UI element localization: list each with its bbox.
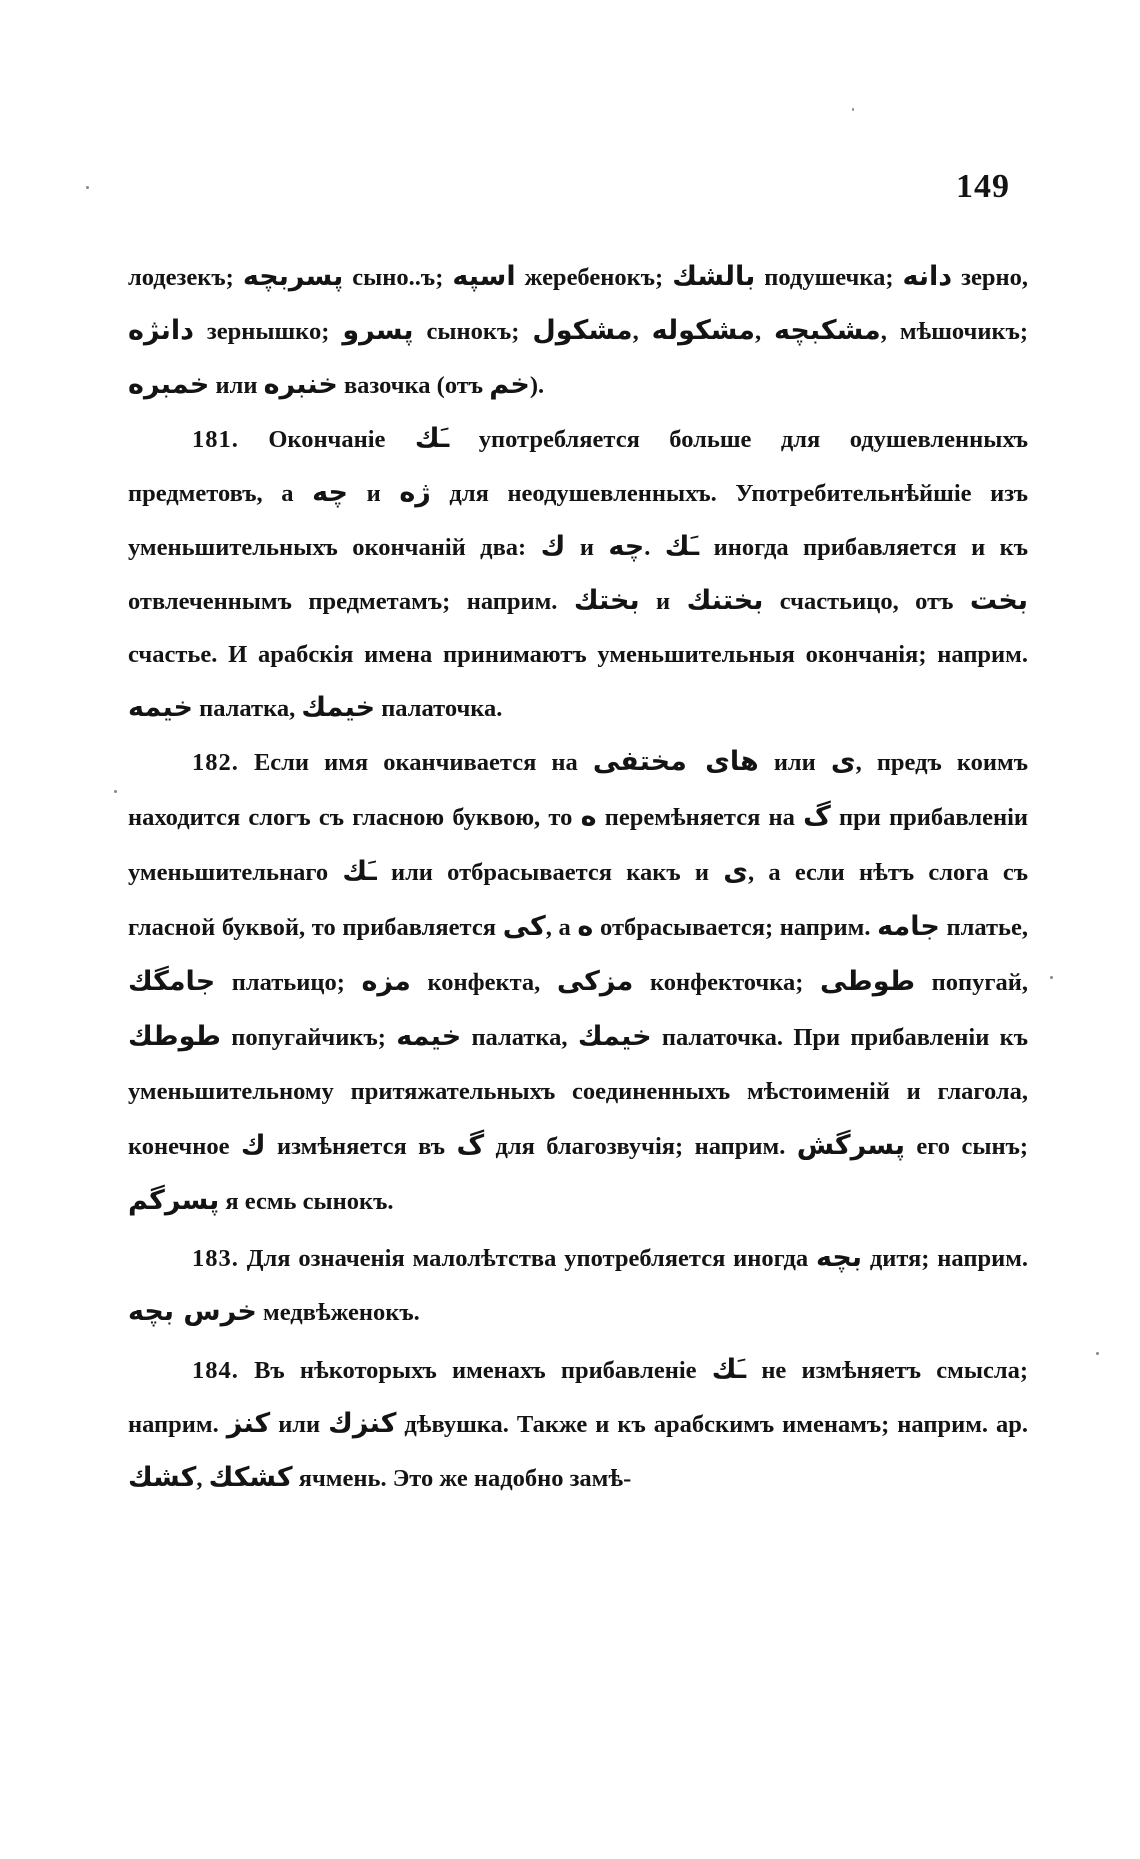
text-run: зернышко; <box>193 318 343 345</box>
arabic-word: هاى مختفى <box>592 746 759 777</box>
text-run: или <box>209 372 264 399</box>
section-183 <box>128 1231 1028 1339</box>
section-number: 181. <box>192 426 239 453</box>
scan-speck <box>86 186 89 189</box>
text-run: зерно, <box>952 264 1029 291</box>
text-run: иногда прибавляется и къ отвлеченнымъ предметамъ; наприм. <box>128 534 1029 615</box>
arabic-word: مشكوله <box>651 315 755 346</box>
arabic-word: گ <box>803 801 831 832</box>
arabic-word: چه <box>312 477 348 508</box>
continuation-paragraph <box>128 250 1028 412</box>
arabic-word: كشكك <box>208 1462 293 1493</box>
arabic-word: ى <box>830 746 856 777</box>
text-run: счастье. И арабскія имена принимаютъ уменьшительныя окончанія; наприм. <box>128 641 1028 668</box>
arabic-word: اسپه <box>452 261 516 292</box>
arabic-word: بخت <box>969 585 1028 616</box>
arabic-word: كنز <box>226 1408 271 1439</box>
text-run: , а <box>545 914 578 941</box>
arabic-word: كنزك <box>328 1408 397 1439</box>
text-run: , <box>880 318 900 345</box>
text-run: платьицо; <box>215 969 362 996</box>
text-run: Въ нѣкоторыхъ именахъ прибавленіе <box>238 1357 712 1384</box>
text-run: палаточка. <box>375 695 503 722</box>
arabic-word: ك <box>540 531 566 562</box>
arabic-word: خنبره <box>263 369 338 400</box>
text-run: платье, <box>939 914 1028 941</box>
text-run: и <box>347 480 400 507</box>
arabic-word: ك <box>240 1130 266 1161</box>
text-run: . <box>644 534 665 561</box>
arabic-word: جامگك <box>128 966 216 997</box>
arabic-word: بچه <box>816 1242 862 1273</box>
text-run: , <box>632 318 652 345</box>
arabic-word: ه <box>580 801 597 832</box>
section-number: 184. <box>192 1357 239 1384</box>
text-run: отбрасывается; наприм. <box>593 914 878 941</box>
arabic-word: چه <box>608 531 645 562</box>
arabic-word: خمبره <box>128 369 210 400</box>
arabic-word: ژه <box>399 477 431 508</box>
text-run: конфекта, <box>410 969 557 996</box>
text-run: жеребенокъ; <box>515 264 673 291</box>
text-run: при прибавленіи уменьшительнаго <box>128 804 1028 886</box>
text-run: попугай, <box>915 969 1028 996</box>
arabic-word: ى <box>723 856 749 887</box>
text-run: для благозвучія; наприм. <box>484 1133 797 1160</box>
text-run: или отбрасывается какъ и <box>376 859 724 886</box>
scan-speck <box>1096 1352 1099 1355</box>
arabic-word: خيمك <box>301 692 376 723</box>
text-run: сыно..ъ; <box>343 264 453 291</box>
arabic-word: دانه <box>902 261 953 292</box>
arabic-word: خم <box>489 369 530 400</box>
text-run: палатка, <box>461 1024 578 1051</box>
arabic-word: ه <box>577 911 594 942</box>
text-run: его сынъ; <box>905 1133 1029 1160</box>
text-run: Окончаніе <box>238 426 415 453</box>
arabic-word: كى <box>502 911 546 942</box>
text-run: или <box>758 749 831 776</box>
text-run: сынокъ; <box>413 318 533 345</box>
text-run: медвѣженокъ. <box>256 1299 420 1326</box>
text-run: и <box>639 588 687 615</box>
arabic-word: پسربچه <box>242 261 344 292</box>
arabic-word: ـَك <box>664 531 700 562</box>
text-run: измѣняется въ <box>265 1133 457 1160</box>
text-run: дитя; наприм. <box>862 1245 1029 1272</box>
scan-speck <box>1050 976 1053 979</box>
text-run: Если имя оканчивается на <box>238 749 593 776</box>
arabic-word: مزكى <box>556 966 634 997</box>
text-run: дѣвушка. Также и къ арабскимъ именамъ; наприм. ар. <box>396 1411 1028 1438</box>
arabic-word: طوطك <box>128 1021 221 1052</box>
text-run: для неодушевленныхъ. Употребительнѣйшіе изъ уменьшительныхъ окончаній два: <box>128 480 1028 561</box>
text-run: , а если нѣтъ слога съ гласной буквой, то прибавляется <box>128 859 1029 941</box>
text-run: мѣшочикъ; <box>899 318 1029 345</box>
text-run: и <box>565 534 609 561</box>
arabic-word: كشك <box>128 1462 197 1493</box>
arabic-word: مشكبچه <box>774 315 881 346</box>
arabic-word: ـَك <box>711 1354 747 1385</box>
arabic-word: بختك <box>573 585 640 616</box>
arabic-word: بالشك <box>672 261 756 292</box>
text-run: не измѣняетъ смысла; наприм. <box>128 1357 1029 1438</box>
text-run: или <box>270 1411 329 1438</box>
arabic-word: ـَك <box>342 856 377 887</box>
text-run: палатка, <box>192 695 302 722</box>
text-run: ячмень. Это же надобно замѣ- <box>292 1465 632 1492</box>
arabic-word: خرس بچه <box>128 1296 257 1327</box>
arabic-word: مشكول <box>532 315 633 346</box>
text-run: палаточка. При прибавленіи къ уменьшительному притяжательныхъ соединенныхъ мѣстоименій и глагола, конечное <box>128 1024 1028 1160</box>
arabic-word: جامه <box>877 911 940 942</box>
text-run: лодезекъ; <box>128 264 243 291</box>
body-text <box>128 250 1028 1505</box>
arabic-word: خيمك <box>577 1021 652 1052</box>
arabic-word: پسرگش <box>796 1130 906 1161</box>
text-run: вазочка (отъ <box>337 372 490 399</box>
arabic-word: طوطى <box>819 966 916 997</box>
text-run: Для означенія малолѣтства употребляется иногда <box>238 1245 817 1272</box>
text-run: , предъ коимъ находится слогъ съ гласною буквою, то <box>128 749 1028 831</box>
arabic-word: گ <box>456 1130 485 1161</box>
arabic-word: پسرو <box>342 315 414 346</box>
section-number: 183. <box>192 1245 239 1272</box>
section-184 <box>128 1343 1028 1505</box>
arabic-word: خيمه <box>128 692 193 723</box>
text-run: подушечка; <box>755 264 903 291</box>
arabic-word: خيمه <box>396 1021 462 1052</box>
scan-speck <box>114 790 117 793</box>
section-182 <box>128 735 1028 1229</box>
text-run: перемѣняется на <box>596 804 804 831</box>
page-number: 149 <box>956 168 1010 205</box>
text-run: попугайчикъ; <box>220 1024 397 1051</box>
arabic-word: بختنك <box>686 585 764 616</box>
text-run: употребляется больше для одушевленныхъ предметовъ, а <box>128 426 1028 507</box>
text-run: , <box>196 1465 209 1492</box>
arabic-word: ـَك <box>414 423 450 454</box>
section-181 <box>128 412 1028 735</box>
arabic-word: مزه <box>361 966 411 997</box>
text-run: конфекточка; <box>633 969 820 996</box>
arabic-word: پسرگم <box>128 1185 220 1216</box>
text-run: я есмь сынокъ. <box>219 1188 394 1215</box>
text-run: счастьицо, отъ <box>763 588 970 615</box>
arabic-word: دانژه <box>128 315 194 346</box>
text-run: , <box>754 318 775 345</box>
scan-speck <box>852 108 854 111</box>
text-run: ). <box>529 372 545 399</box>
section-number: 182. <box>192 749 239 776</box>
